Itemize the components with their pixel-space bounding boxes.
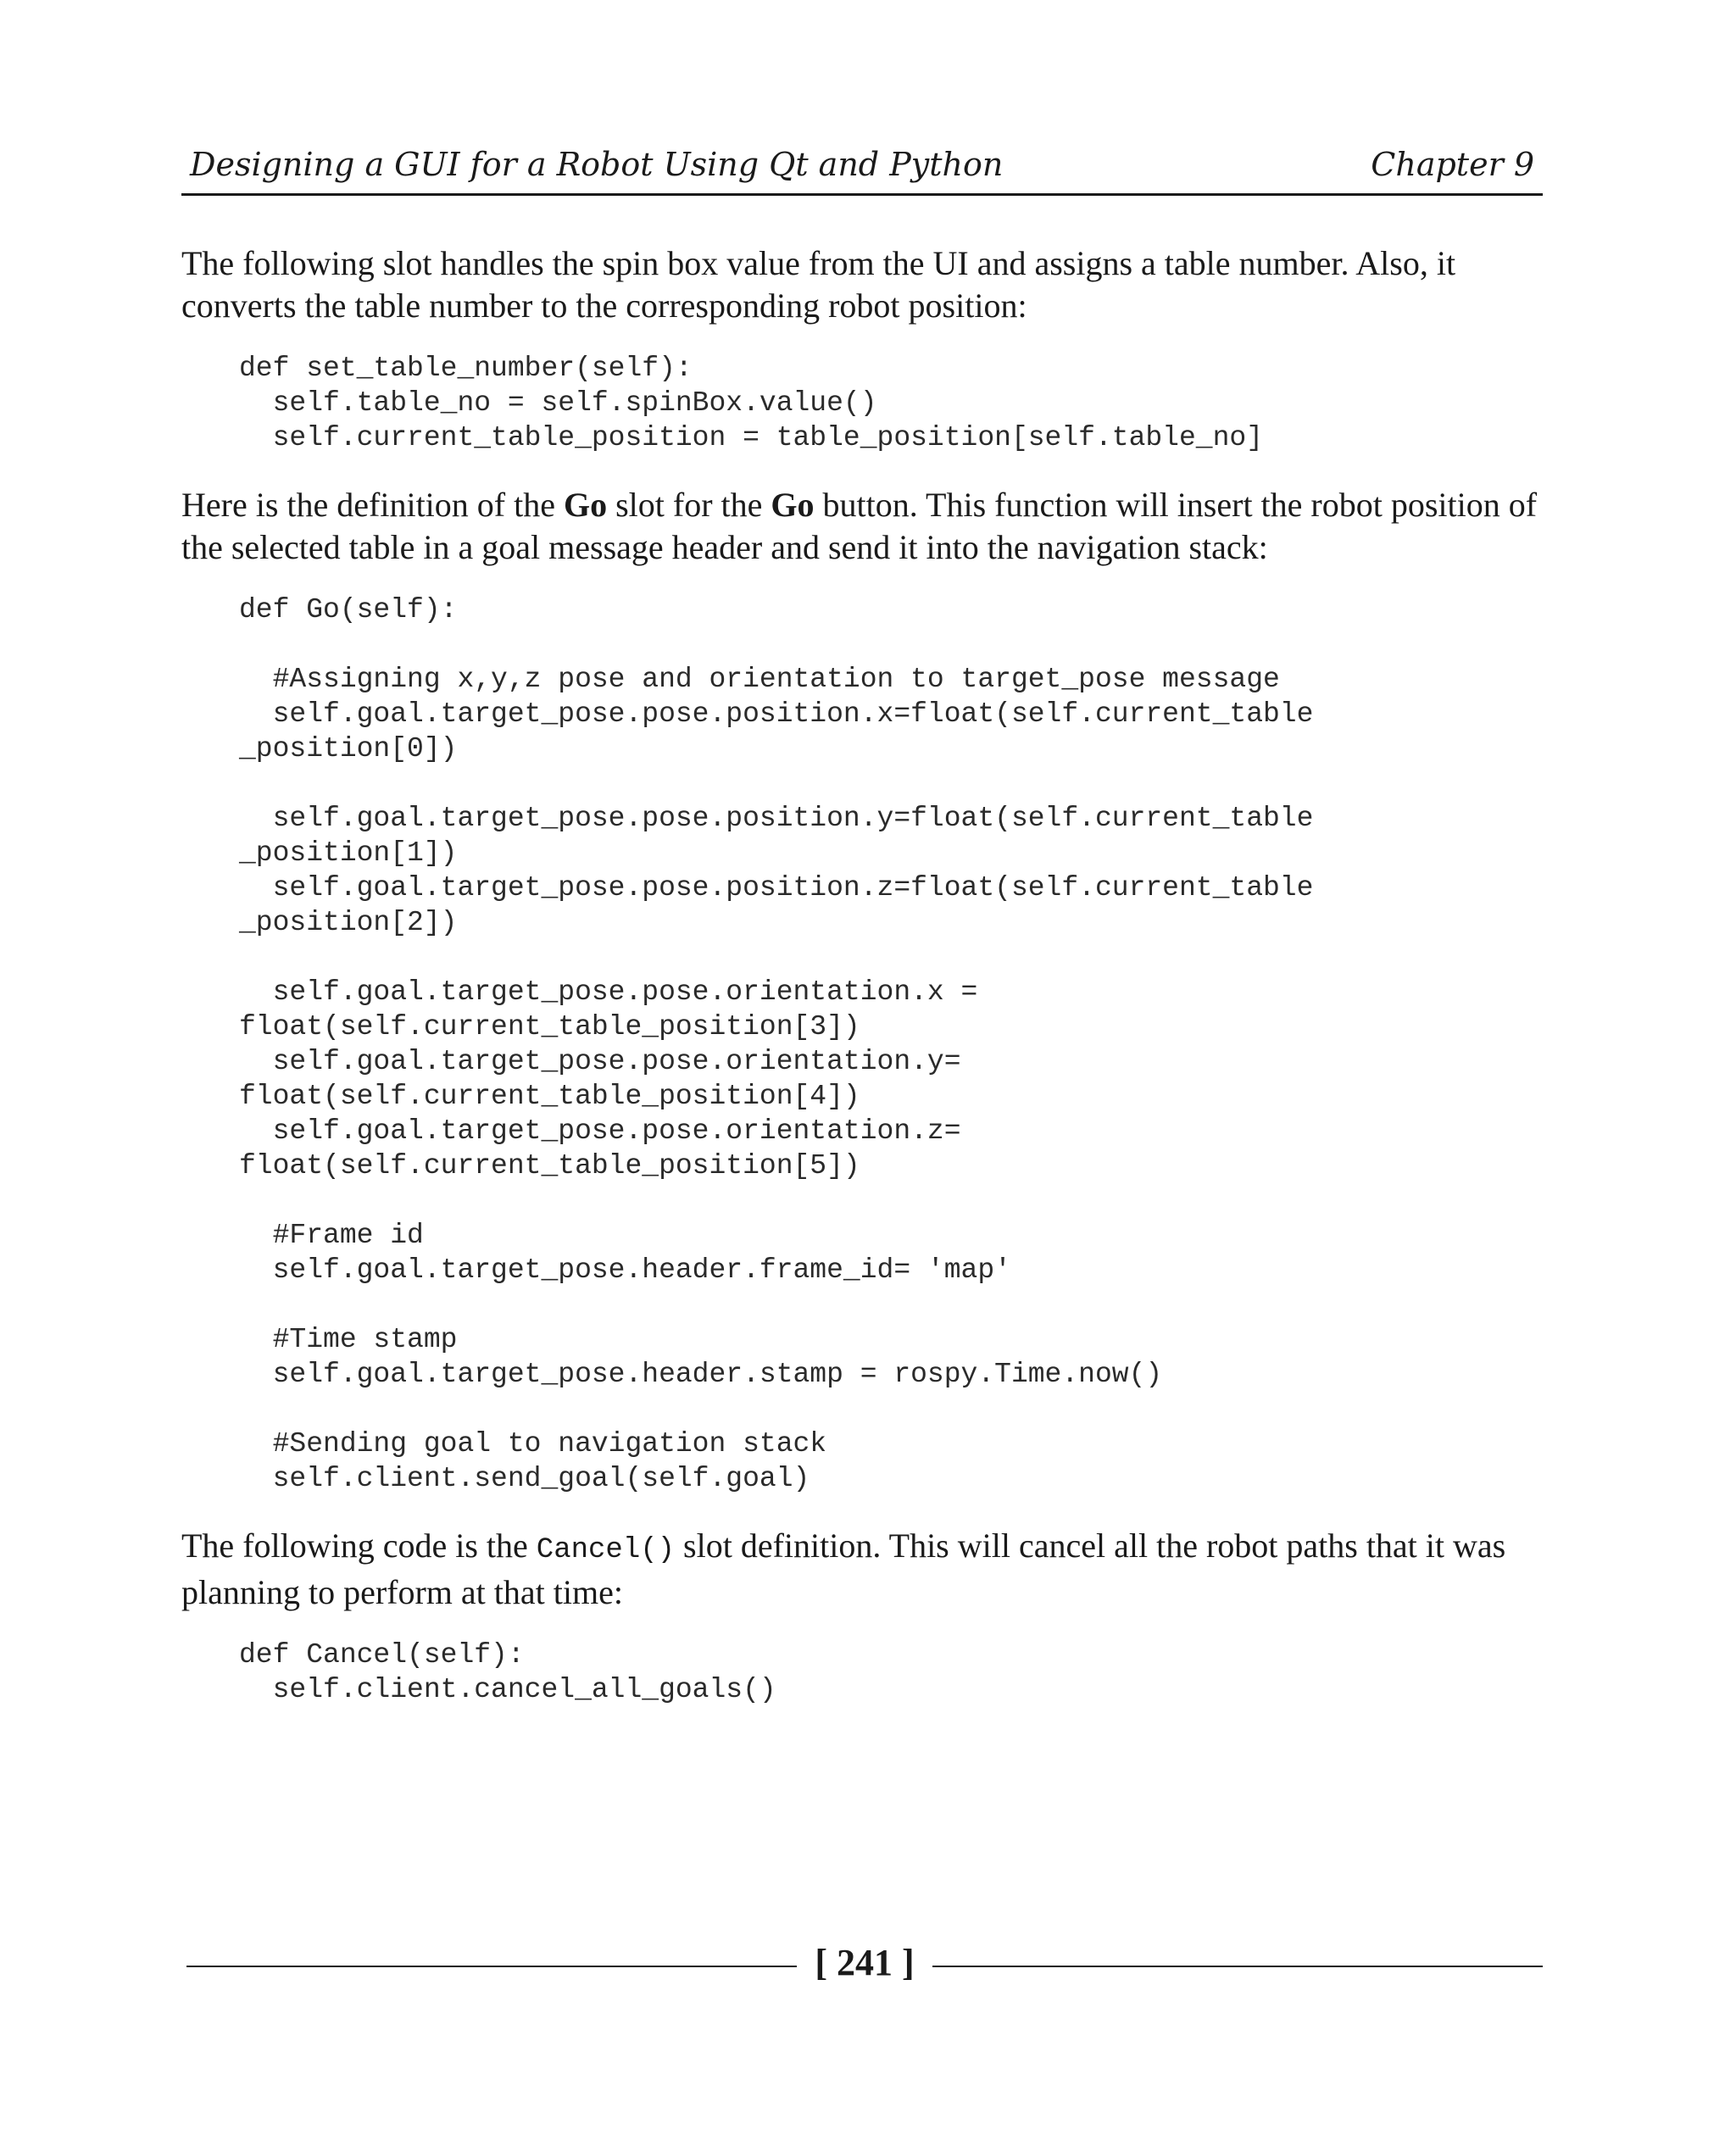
paragraph-cancel-text-1: The following code is the xyxy=(181,1527,537,1565)
book-title: Designing a GUI for a Robot Using Qt and Python xyxy=(190,146,1004,183)
paragraph-go-text-3: button. This function will insert the robot position of the selected table in a goal message header and send it into the navigation stack: xyxy=(181,486,1538,566)
page-content xyxy=(181,242,1543,1707)
page-number: [ 241 ] xyxy=(815,1942,915,1983)
code-block-go: def Go(self): #Assigning x,y,z pose and orientation to target_pose message self.goal.target_pose.pose.position.x=float(self.current_table _position[0]) self.goal.target_pose.pose.position.y=float(self.current_table _position[1]) self.goal.target_pose.pose.position.z=float(self.current_table _position[2]) self.goal.target_pose.pose.orientation.x = float(self.current_table_position[3]) self.goal.target_pose.pose.orientation.y= float(self.current_table_position[4]) self.goal.target_pose.pose.orientation.z= float(self.current_table_position[5]) #Frame id self.goal.target_pose.header.frame_id= 'map' #Time stamp self.goal.target_pose.header.stamp = rospy.Time.now() #Sending goal to navigation stack self.client.send_goal(self.goal) xyxy=(239,594,1314,1494)
paragraph-cancel-text-2: slot definition. This will cancel all the robot paths that it was planning to perform at that time: xyxy=(181,1527,1506,1611)
footer-rule-right xyxy=(932,1966,1543,1967)
running-header xyxy=(181,142,1543,196)
paragraph-cancel-slot xyxy=(181,1525,1543,1614)
paragraph-go-bold-2: Go xyxy=(771,486,815,524)
page-footer xyxy=(186,1941,1543,1992)
paragraph-go-slot xyxy=(181,484,1543,569)
paragraph-spinbox-slot: The following slot handles the spin box value from the UI and assigns a table number. Also, it converts the table number to the corresponding robot position: xyxy=(181,244,1456,325)
code-block-cancel: def Cancel(self): self.client.cancel_all_goals() xyxy=(239,1639,776,1705)
paragraph-go-text-2: slot for the xyxy=(607,486,771,524)
paragraph-go-text-1: Here is the definition of the xyxy=(181,486,564,524)
paragraph-go-bold-1: Go xyxy=(563,486,608,524)
code-block-set-table-number: def set_table_number(self): self.table_no = self.spinBox.value() self.current_table_position = table_position[self.table_no] xyxy=(239,353,1263,453)
inline-code-cancel: Cancel() xyxy=(536,1534,676,1566)
chapter-label: Chapter 9 xyxy=(1371,146,1534,183)
